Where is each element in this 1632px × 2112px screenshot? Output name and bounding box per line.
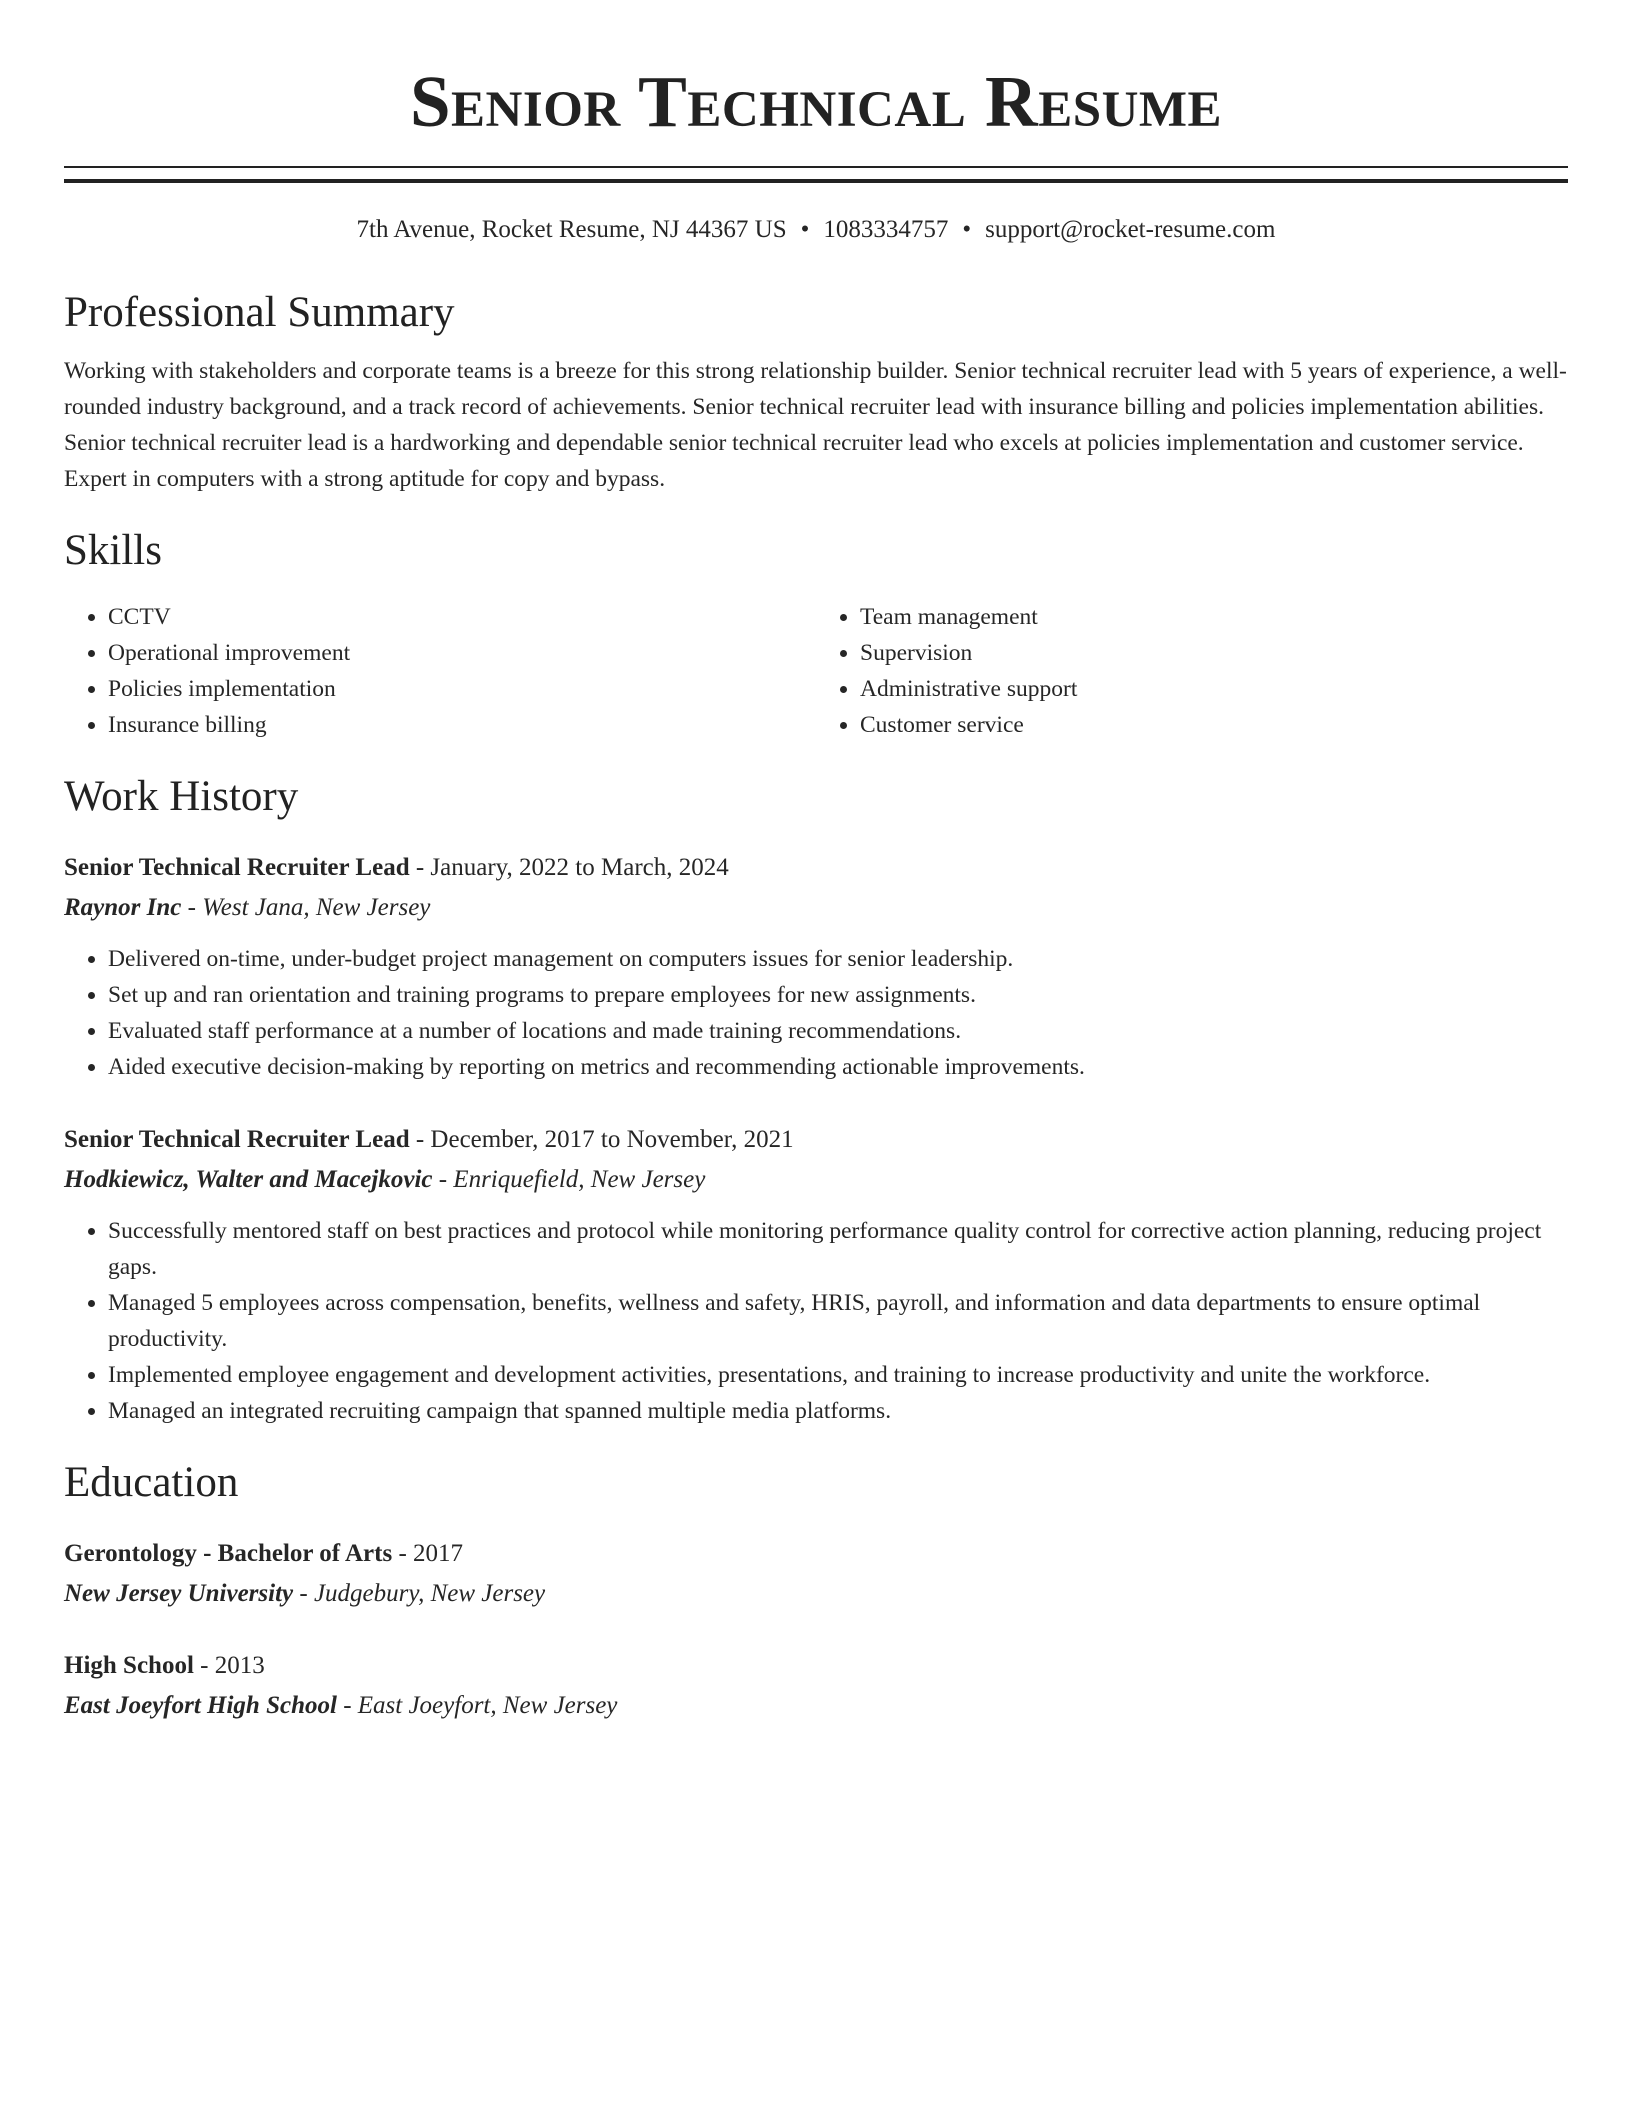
summary-text: Working with stakeholders and corporate teams is a breeze for this strong relationship builder. Senior technical recruiter lead with 5 years of experience, a well-rounded industry background, and a track record of achievements. Senior technical recruiter lead with insurance billing and policies implementation abilities. Senior technical recruiter lead is a hardworking and dependable senior technical recruiter lead who excels at policies implementation and customer service. Expert in computers with a strong aptitude for copy and bypass. [64, 358, 1567, 492]
contact-separator: • [962, 216, 972, 243]
education-school-line [64, 1689, 1568, 1723]
skill-item: • Supervision [860, 635, 1568, 671]
job-company-line [64, 1163, 1568, 1197]
job-company-line [64, 891, 1568, 925]
skill-item: • Team management [860, 599, 1568, 635]
skills-column-left [64, 599, 816, 743]
job-entry [64, 851, 1568, 1085]
job-bullets [64, 1213, 1568, 1429]
job-bullet: • Managed 5 employees across compensation, benefits, wellness and safety, HRIS, payroll, and information and data departments to ensure optimal productivity. [108, 1285, 1568, 1357]
education-entry [64, 1649, 1568, 1723]
work-history-heading: Work History [64, 773, 299, 820]
job-bullet: • Implemented employee engagement and development activities, presentations, and training to increase productivity and unite the workforce. [108, 1357, 1568, 1393]
skill-item: • Insurance billing [108, 707, 816, 743]
job-dates: - January, 2022 to March, 2024 [409, 854, 729, 881]
contact-email: support@rocket-resume.com [985, 216, 1276, 243]
education-degree: High School [64, 1652, 194, 1679]
job-header [64, 1123, 1568, 1157]
job-bullet: • Managed an integrated recruiting campaign that spanned multiple media platforms. [108, 1393, 1568, 1429]
education-entry [64, 1537, 1568, 1611]
summary-heading: Professional Summary [64, 289, 455, 336]
job-bullet: • Delivered on-time, under-budget project management on computers issues for senior leadership. [108, 941, 1568, 977]
education-degree: Gerontology - Bachelor of Arts [64, 1540, 393, 1567]
education-year: - 2017 [392, 1540, 464, 1567]
skill-item: • Customer service [860, 707, 1568, 743]
skill-item: • Operational improvement [108, 635, 816, 671]
education-year: - 2013 [193, 1652, 265, 1679]
job-bullet: • Set up and ran orientation and training programs to prepare employees for new assignments. [108, 977, 1568, 1013]
contact-phone: 1083334757 [823, 216, 949, 243]
education-header [64, 1537, 1568, 1571]
job-bullet: • Evaluated staff performance at a number of locations and made training recommendations. [108, 1013, 1568, 1049]
job-location: - Enriquefield, New Jersey [432, 1166, 706, 1193]
job-header [64, 851, 1568, 885]
job-bullets [64, 941, 1568, 1085]
title-double-rule [64, 166, 1568, 183]
job-company: Raynor Inc [64, 894, 182, 921]
education-header [64, 1649, 1568, 1683]
education-school-line [64, 1577, 1568, 1611]
skill-item: • Policies implementation [108, 671, 816, 707]
job-title: Senior Technical Recruiter Lead [64, 1126, 410, 1153]
skills-column-right [816, 599, 1568, 743]
job-entry [64, 1123, 1568, 1429]
contact-line [64, 213, 1568, 247]
job-company: Hodkiewicz, Walter and Macejkovic [64, 1166, 433, 1193]
education-location: - Judgebury, New Jersey [293, 1580, 546, 1607]
education-heading: Education [64, 1459, 239, 1506]
skills-list [64, 599, 1568, 743]
job-dates: - December, 2017 to November, 2021 [409, 1126, 794, 1153]
job-location: - West Jana, New Jersey [181, 894, 431, 921]
skill-item: • CCTV [108, 599, 816, 635]
contact-address: 7th Avenue, Rocket Resume, NJ 44367 US [356, 216, 787, 243]
job-bullet: • Successfully mentored staff on best practices and protocol while monitoring performance quality control for corrective action planning, reducing project gaps. [108, 1213, 1568, 1285]
contact-separator: • [800, 216, 810, 243]
education-school: East Joeyfort High School [64, 1692, 337, 1719]
job-bullet: • Aided executive decision-making by reporting on metrics and recommending actionable improvements. [108, 1049, 1568, 1085]
skills-heading: Skills [64, 527, 162, 574]
education-school: New Jersey University [64, 1580, 294, 1607]
education-location: - East Joeyfort, New Jersey [336, 1692, 618, 1719]
skill-item: • Administrative support [860, 671, 1568, 707]
resume-title: Senior Technical Resume [409, 61, 1223, 142]
job-title: Senior Technical Recruiter Lead [64, 854, 410, 881]
